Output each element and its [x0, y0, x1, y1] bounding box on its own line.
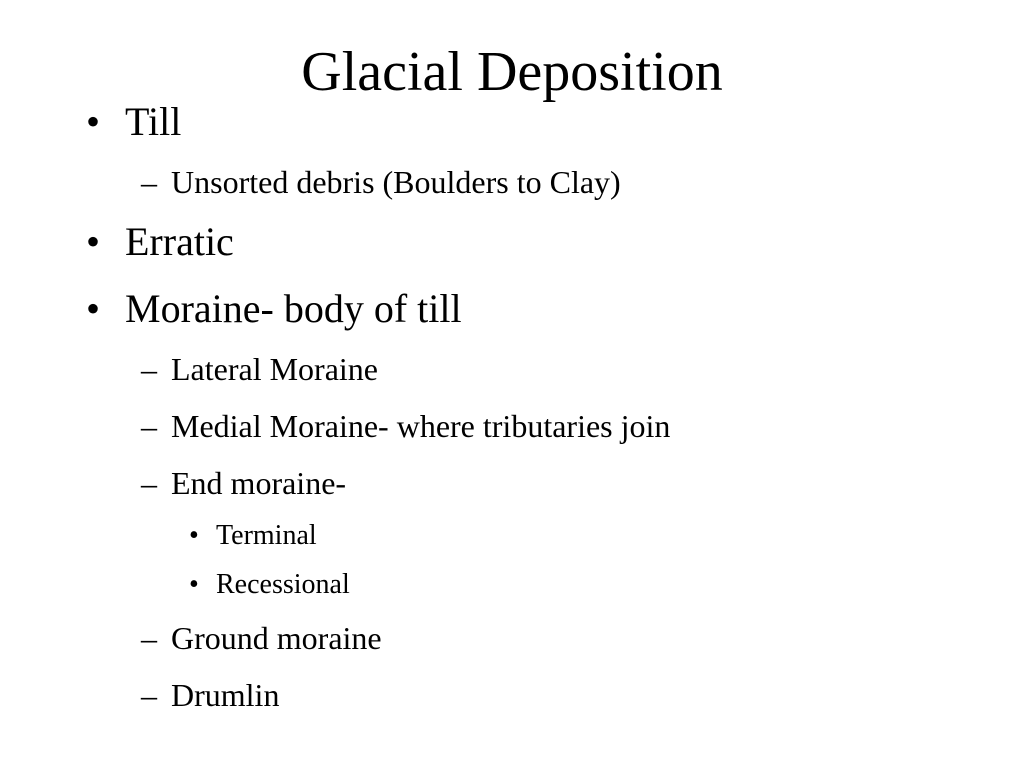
subbullet-text: Drumlin — [171, 677, 280, 713]
subbullet-text: Ground moraine — [171, 620, 382, 656]
bullet-text: Moraine- body of till — [125, 286, 462, 331]
subbullet-text: Lateral Moraine — [171, 351, 378, 387]
dash-marker: – — [141, 408, 157, 444]
dash-marker: – — [141, 677, 157, 713]
bullet-marker: • — [189, 569, 199, 600]
subbullet-text: End moraine- — [171, 465, 347, 501]
bullet-marker: • — [189, 520, 199, 551]
subsubbullet-text: Terminal — [216, 520, 317, 551]
bullet-text: Erratic — [125, 219, 234, 264]
subsubbullet-text: Recessional — [216, 569, 350, 600]
dash-marker: – — [141, 620, 157, 656]
slide-title: Glacial Deposition — [301, 41, 723, 103]
dash-marker: – — [141, 351, 157, 387]
bullet-marker: • — [86, 286, 101, 331]
subbullet-text: Medial Moraine- where tributaries join — [171, 408, 671, 444]
bullet-marker: • — [86, 99, 101, 144]
bullet-marker: • — [86, 219, 101, 264]
subbullet-text: Unsorted debris (Boulders to Clay) — [171, 164, 621, 200]
dash-marker: – — [141, 465, 157, 501]
dash-marker: – — [141, 164, 157, 200]
bullet-text: Till — [125, 99, 182, 144]
